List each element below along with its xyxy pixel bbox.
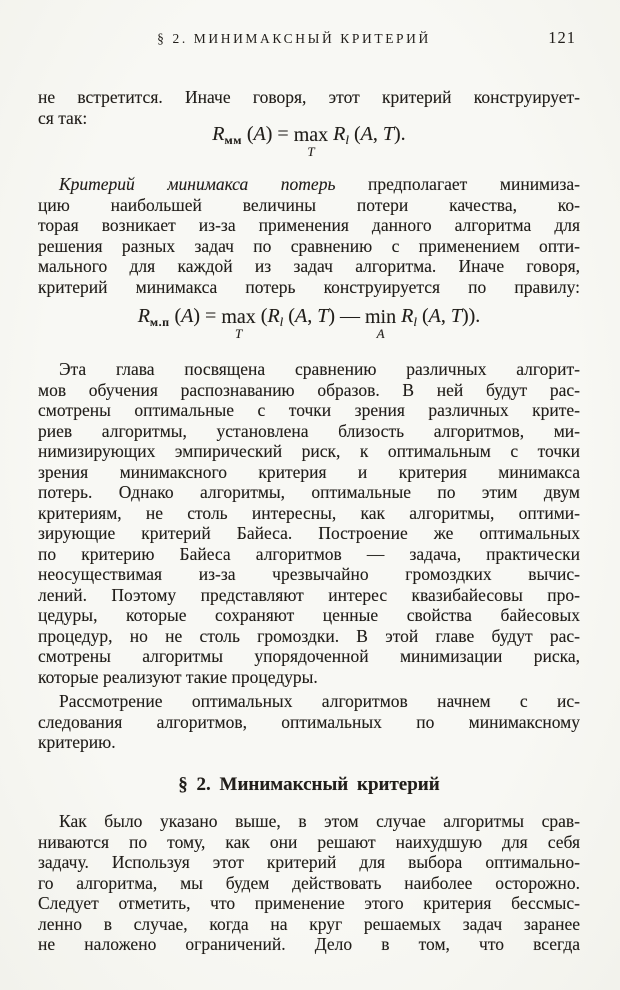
formula-minimax-criterion — [38, 122, 580, 159]
text-line: потерь. Однако алгоритмы, оптимальные по этим двум — [38, 482, 580, 502]
text-line: Критерий минимакса потерь предполагает минимиза- — [59, 174, 580, 194]
math-text: ( — [241, 123, 254, 145]
math-subscript: l — [279, 314, 284, 329]
page-number: 121 — [548, 28, 576, 47]
text-line: критерий минимакса потерь конструируется по правилу: — [38, 276, 580, 297]
operator-limit-variable: A — [376, 326, 385, 341]
math-text: , — [440, 305, 451, 327]
text-line: критериям, не столь интересны, как алгоритмы, оптими- — [38, 502, 580, 523]
text-line: следования алгоритмов, оптимальных по минимаксному — [38, 711, 580, 732]
formula-minimax-loss-criterion — [38, 304, 580, 341]
text-line: неосуществимая из-за чрезвычайно громоздких вычис- — [38, 564, 580, 584]
text-line: нимизирующих эмпирический риск, к оптимальным с точки — [38, 441, 580, 461]
math-variable: A — [253, 123, 266, 145]
text-line: по критерию Байеса алгоритмов — задача, практически — [38, 543, 580, 564]
limit-operator — [221, 307, 255, 341]
text-line: не наложено ограничений. Дело в том, что всегда — [38, 934, 580, 954]
math-variable: A — [428, 305, 441, 327]
text-line: лений. Поэтому представляют интерес квазибайесовы про- — [38, 584, 580, 605]
text-line: го алгоритма, мы будем действовать наиболее осторожно. — [38, 872, 580, 893]
text-line: зрения минимаксного критерия и критерия минимакса — [38, 461, 580, 482]
math-variable: T — [382, 123, 395, 145]
text-line: ниваются по тому, как они решают наихудшую для себя — [38, 831, 580, 852]
math-variable: R — [137, 305, 150, 327]
math-variable: R — [333, 123, 346, 145]
math-text: )). — [461, 305, 481, 327]
math-text: ). — [394, 123, 406, 145]
math-text: , — [307, 305, 318, 327]
math-variable: R — [267, 305, 280, 327]
operator-limit-variable: T — [234, 326, 243, 341]
text-line: цию наибольшей величины потери качества, ко- — [38, 194, 580, 215]
text-line: Эта глава посвящена сравнению различных алгорит- — [59, 359, 580, 379]
text-line: мов обучения распознаванию образов. В ней будут рас- — [38, 379, 580, 400]
math-variable: T — [450, 305, 462, 327]
text-line: риев алгоритмы, установлена близость алгоритмов, ми- — [38, 420, 580, 441]
section-heading: § 2. Минимаксный критерий — [178, 774, 440, 795]
italic-term: Критерий минимакса потерь — [59, 174, 336, 194]
text-line: решения разных задач по сравнению с применением опти- — [38, 235, 580, 256]
text-line: задачу. Используя этот критерий для выбора оптимально- — [38, 852, 580, 872]
math-text: ( — [255, 305, 268, 327]
paragraph-minimax-loss-definition — [38, 174, 580, 297]
math-text: ( — [349, 123, 361, 145]
math-subscript: l — [345, 132, 349, 147]
text-line: торая возникает из-за применения данного алгоритма для — [38, 215, 580, 235]
operator-name: max — [293, 124, 329, 146]
text-line: процедур, но не столь громоздки. В этой главе будут рас- — [38, 625, 580, 646]
text-line: ся так: — [38, 107, 88, 128]
text-line: критерию. — [38, 732, 116, 752]
text-line: Следует отметить, что применение этого критерия бессмыс- — [38, 893, 580, 913]
text-line: ленно в случае, когда на круг решаемых задач заранее — [38, 913, 580, 934]
math-variable: A — [294, 305, 308, 327]
math-variable: A — [360, 123, 373, 145]
text-line: Как было указано выше, в этом случае алгоритмы срав- — [59, 811, 580, 831]
operator-name: max — [221, 306, 256, 328]
text-line: зирующие критерий Байеса. Построение же оптимальных — [38, 523, 580, 543]
limit-operator — [365, 307, 396, 341]
text-line: которые реализуют такие процедуры. — [38, 666, 318, 687]
math-text: , — [372, 123, 383, 145]
math-variable: R — [401, 305, 414, 327]
math-text: ) — — [328, 305, 365, 327]
text-line: не встретится. Иначе говоря, этот критерий конструирует- — [38, 87, 580, 107]
running-header-title: § 2. МИНИМАКСНЫЙ КРИТЕРИЙ — [157, 31, 431, 46]
math-text: ( — [283, 305, 295, 327]
math-text: ( — [169, 305, 182, 327]
paragraph-section-intro — [38, 811, 580, 955]
math-subscript: м.п — [149, 315, 170, 329]
paragraph-chapter-overview — [38, 359, 580, 687]
text-line: смотрены алгоритмы упорядоченной минимизации риска, — [38, 646, 580, 666]
operator-limit-variable: T — [307, 144, 315, 159]
text-line: Рассмотрение оптимальных алгоритмов начнем с ис- — [59, 691, 580, 711]
math-text: ) = — [265, 123, 294, 145]
math-subscript: мм — [224, 133, 242, 147]
limit-operator — [294, 125, 328, 159]
math-subscript: l — [413, 314, 417, 329]
text-line: смотрены оптимальные с точки зрения различных крите- — [38, 400, 580, 420]
math-variable: R — [212, 123, 225, 145]
math-variable: A — [181, 305, 194, 327]
text-line: цедуры, которые сохраняют ценные свойства байесовых — [38, 605, 580, 625]
math-variable: T — [317, 305, 329, 327]
math-text: ) = — [193, 305, 222, 327]
text-line: мального для каждой из задач алгоритма. Иначе говоря, — [38, 256, 580, 276]
paragraph-transition — [38, 691, 580, 753]
math-text: ( — [416, 305, 429, 327]
operator-name: min — [364, 306, 397, 328]
